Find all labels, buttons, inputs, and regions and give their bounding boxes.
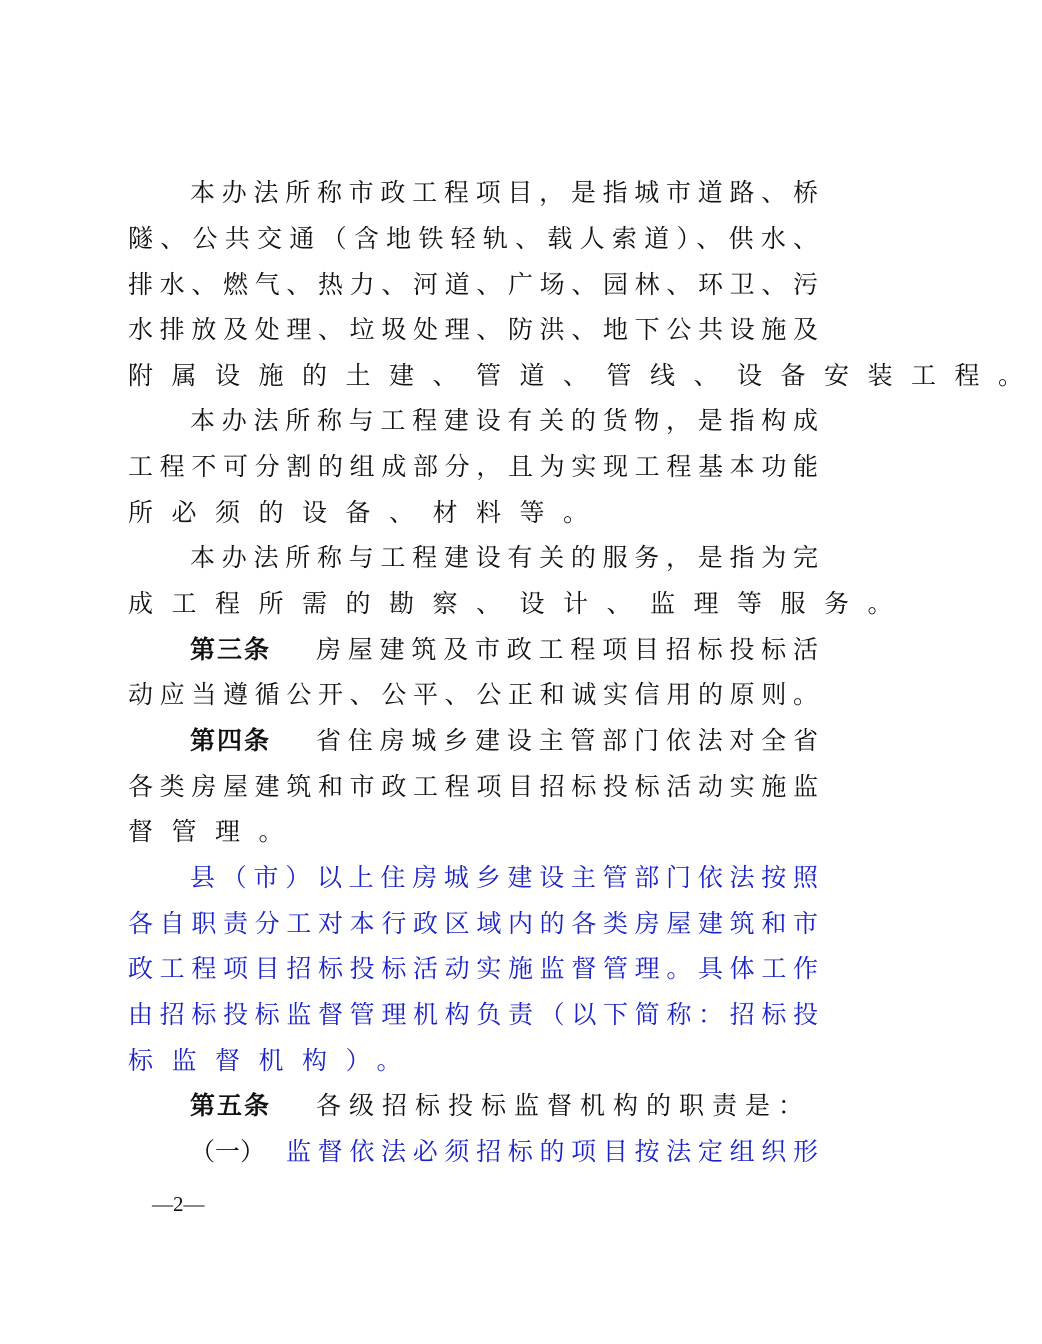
text-line: 所必须的设备、材料等。 bbox=[128, 498, 607, 527]
article-4-text: 省住房城乡建设主管部门依法对全省 bbox=[316, 726, 818, 755]
text-line: 本办法所称与工程建设有关的服务，是指为完 bbox=[190, 543, 818, 572]
text-line-blue: 标监督机构）。 bbox=[128, 1046, 421, 1075]
text-line: 排水、燃气、热力、河道、广场、园林、环卫、污 bbox=[128, 270, 818, 299]
article-5-text: 各级招标投标监督机构的职责是： bbox=[316, 1091, 812, 1120]
text-line: 各类房屋建筑和市政工程项目招标投标活动实施监 bbox=[128, 772, 818, 801]
text-line: 水排放及处理、垃圾处理、防洪、地下公共设施及 bbox=[128, 315, 818, 344]
text-line-blue: 县（市）以上住房城乡建设主管部门依法按照 bbox=[190, 863, 818, 892]
text-line-blue: 各自职责分工对本行政区域内的各类房屋建筑和市 bbox=[128, 909, 818, 938]
article-4-heading: 第四条 bbox=[190, 726, 272, 755]
text-line: 隧、公共交通（含地铁轻轨、载人索道）、供水、 bbox=[128, 224, 818, 253]
item-1-text: 监督依法必须招标的项目按法定组织形 bbox=[286, 1137, 818, 1166]
text-line: 动应当遵循公开、公平、公正和诚实信用的原则。 bbox=[128, 680, 818, 709]
article-3-heading: 第三条 bbox=[190, 635, 272, 664]
article-5-line bbox=[190, 1084, 818, 1128]
text-line-blue: 由招标投标监督管理机构负责（以下简称：招标投 bbox=[128, 1000, 818, 1029]
text-line: 督管理。 bbox=[128, 817, 303, 846]
item-1-marker: （一） bbox=[190, 1137, 266, 1166]
text-line: 工程不可分割的组成部分，且为实现工程基本功能 bbox=[128, 452, 818, 481]
article-5-heading: 第五条 bbox=[190, 1091, 272, 1120]
article-3-text: 房屋建筑及市政工程项目招标投标活 bbox=[316, 635, 818, 664]
text-line-blue: 政工程项目招标投标活动实施监督管理。具体工作 bbox=[128, 954, 818, 983]
article-4-first-line bbox=[190, 719, 818, 763]
item-1-line bbox=[190, 1130, 818, 1174]
text-line: 附属设施的土建、管道、管线、设备安装工程。 bbox=[128, 361, 1042, 390]
text-line: 本办法所称市政工程项目，是指城市道路、桥 bbox=[190, 178, 818, 207]
page-number: —2— bbox=[152, 1192, 205, 1216]
text-line: 本办法所称与工程建设有关的货物，是指构成 bbox=[190, 406, 818, 435]
article-3-first-line bbox=[190, 628, 818, 672]
text-line: 成工程所需的勘察、设计、监理等服务。 bbox=[128, 589, 912, 618]
